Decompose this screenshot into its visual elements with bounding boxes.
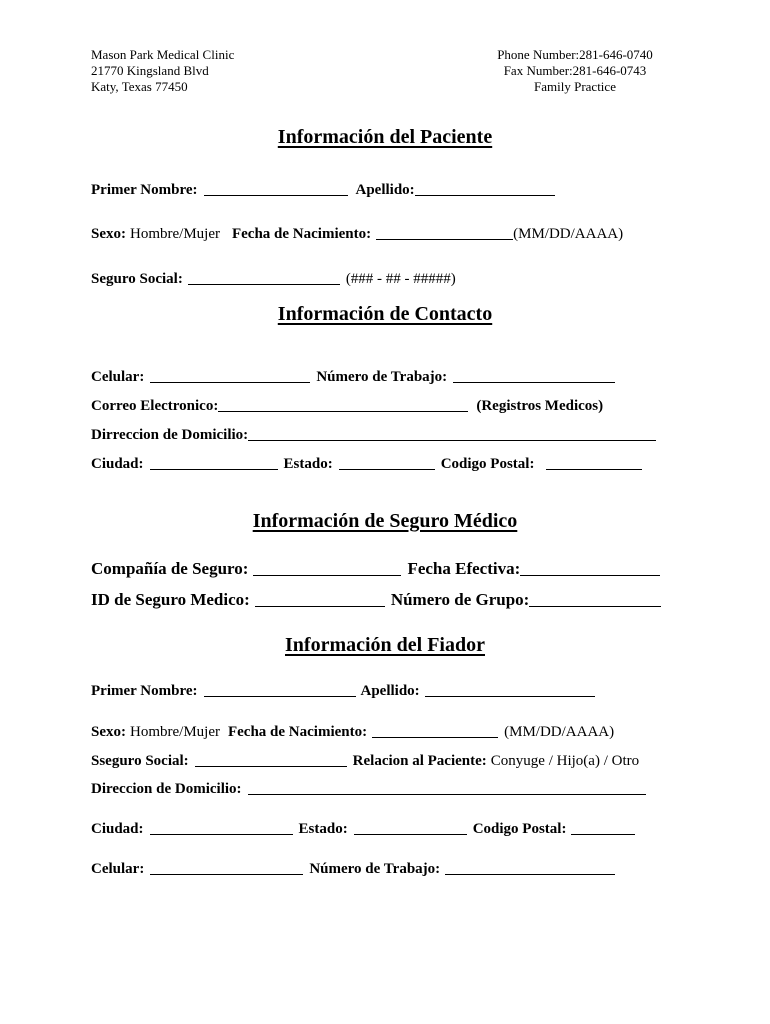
guarantor-dob-label: Fecha de Nacimiento:	[227, 724, 368, 740]
contact-address-label: Dirreccion de Domicilio:	[91, 427, 249, 443]
guarantor-address-field[interactable]	[248, 793, 646, 795]
guarantor-first-name-label: Primer Nombre:	[91, 683, 198, 699]
patient-section-title: Información del Paciente	[277, 126, 493, 148]
guarantor-phone-row	[91, 860, 615, 878]
guarantor-sex-dob-row	[91, 723, 614, 741]
guarantor-cell-field[interactable]	[150, 873, 303, 875]
patient-sex-options[interactable]: Hombre/Mujer	[130, 226, 220, 242]
contact-city-row	[91, 455, 642, 473]
guarantor-city-label: Ciudad:	[91, 821, 144, 837]
insurance-id-row	[91, 590, 661, 610]
contact-cell-field[interactable]	[150, 381, 310, 383]
guarantor-last-name-field[interactable]	[425, 695, 595, 697]
patient-dob-label: Fecha de Nacimiento:	[231, 226, 372, 242]
guarantor-sex-label: Sexo:	[91, 724, 126, 740]
guarantor-work-number-label: Número de Trabajo:	[309, 861, 441, 877]
guarantor-last-name-label: Apellido:	[360, 683, 420, 699]
clinic-street: 21770 Kingsland Blvd	[91, 63, 209, 78]
contact-state-field[interactable]	[339, 468, 435, 470]
insurance-group-number-field[interactable]	[529, 605, 661, 607]
clinic-city: Katy, Texas 77450	[91, 79, 188, 94]
patient-last-name-label: Apellido:	[355, 182, 415, 198]
guarantor-sex-options[interactable]: Hombre/Mujer	[130, 724, 220, 740]
contact-section-title: Información de Contacto	[277, 303, 493, 325]
contact-zip-field[interactable]	[546, 468, 642, 470]
clinic-fax: Fax Number:281-646-0743	[503, 63, 647, 78]
patient-first-name-label: Primer Nombre:	[91, 182, 198, 198]
guarantor-cell-label: Celular:	[91, 861, 145, 877]
insurance-id-label: ID de Seguro Medico:	[91, 590, 250, 609]
guarantor-work-number-field[interactable]	[445, 873, 615, 875]
guarantor-name-row	[91, 682, 595, 700]
patient-ssn-format: (### - ## - #####)	[345, 271, 456, 287]
insurance-effective-date-field[interactable]	[520, 574, 660, 576]
guarantor-dob-field[interactable]	[372, 736, 498, 738]
patient-dob-format: (MM/DD/AAAA)	[513, 226, 624, 242]
contact-zip-label: Codigo Postal:	[440, 456, 535, 472]
guarantor-city-row	[91, 820, 635, 838]
clinic-specialty: Family Practice	[534, 79, 616, 94]
contact-cell-label: Celular:	[91, 369, 145, 385]
patient-dob-field[interactable]	[376, 238, 513, 240]
patient-sex-label: Sexo:	[91, 226, 126, 242]
insurance-company-label: Compañía de Seguro:	[91, 559, 249, 578]
contact-state-label: Estado:	[283, 456, 333, 472]
guarantor-state-field[interactable]	[354, 833, 467, 835]
guarantor-address-label: Direccion de Domicilio:	[91, 781, 242, 797]
clinic-address-block	[91, 47, 234, 95]
contact-work-number-label: Número de Trabajo:	[316, 369, 448, 385]
insurance-company-row	[91, 559, 660, 579]
guarantor-section-title: Información del Fiador	[285, 634, 485, 656]
guarantor-zip-label: Codigo Postal:	[472, 821, 567, 837]
patient-name-row	[91, 181, 555, 199]
contact-email-row	[91, 397, 603, 415]
clinic-name: Mason Park Medical Clinic	[91, 47, 235, 62]
clinic-phone: Phone Number:281-646-0740	[497, 47, 653, 62]
contact-address-row	[91, 426, 656, 444]
insurance-group-number-label: Número de Grupo:	[390, 590, 530, 609]
insurance-section-title: Información de Seguro Médico	[252, 510, 518, 532]
guarantor-zip-field[interactable]	[571, 833, 635, 835]
guarantor-ssn-field[interactable]	[195, 765, 347, 767]
contact-phone-row	[91, 368, 615, 386]
contact-address-field[interactable]	[248, 439, 656, 441]
guarantor-address-row	[91, 780, 646, 798]
guarantor-ssn-row	[91, 752, 639, 770]
patient-first-name-field[interactable]	[204, 194, 348, 196]
contact-city-field[interactable]	[150, 468, 278, 470]
insurance-effective-date-label: Fecha Efectiva:	[407, 559, 521, 578]
guarantor-relation-label: Relacion al Paciente:	[352, 753, 487, 769]
contact-city-label: Ciudad:	[91, 456, 144, 472]
guarantor-state-label: Estado:	[298, 821, 348, 837]
patient-sex-dob-row	[91, 225, 623, 243]
guarantor-dob-format: (MM/DD/AAAA)	[504, 724, 615, 740]
insurance-company-field[interactable]	[253, 574, 401, 576]
clinic-contact-block	[470, 47, 680, 95]
insurance-id-field[interactable]	[255, 605, 385, 607]
patient-last-name-field[interactable]	[415, 194, 555, 196]
guarantor-relation-options[interactable]: Conyuge / Hijo(a) / Otro	[490, 753, 640, 769]
contact-email-note: (Registros Medicos)	[476, 398, 604, 414]
patient-ssn-field[interactable]	[188, 283, 340, 285]
contact-email-field[interactable]	[218, 410, 468, 412]
patient-ssn-row	[91, 270, 456, 288]
guarantor-ssn-label: Sseguro Social:	[91, 753, 189, 769]
guarantor-first-name-field[interactable]	[204, 695, 356, 697]
patient-ssn-label: Seguro Social:	[91, 271, 183, 287]
contact-email-label: Correo Electronico:	[91, 398, 219, 414]
contact-work-number-field[interactable]	[453, 381, 615, 383]
guarantor-city-field[interactable]	[150, 833, 293, 835]
